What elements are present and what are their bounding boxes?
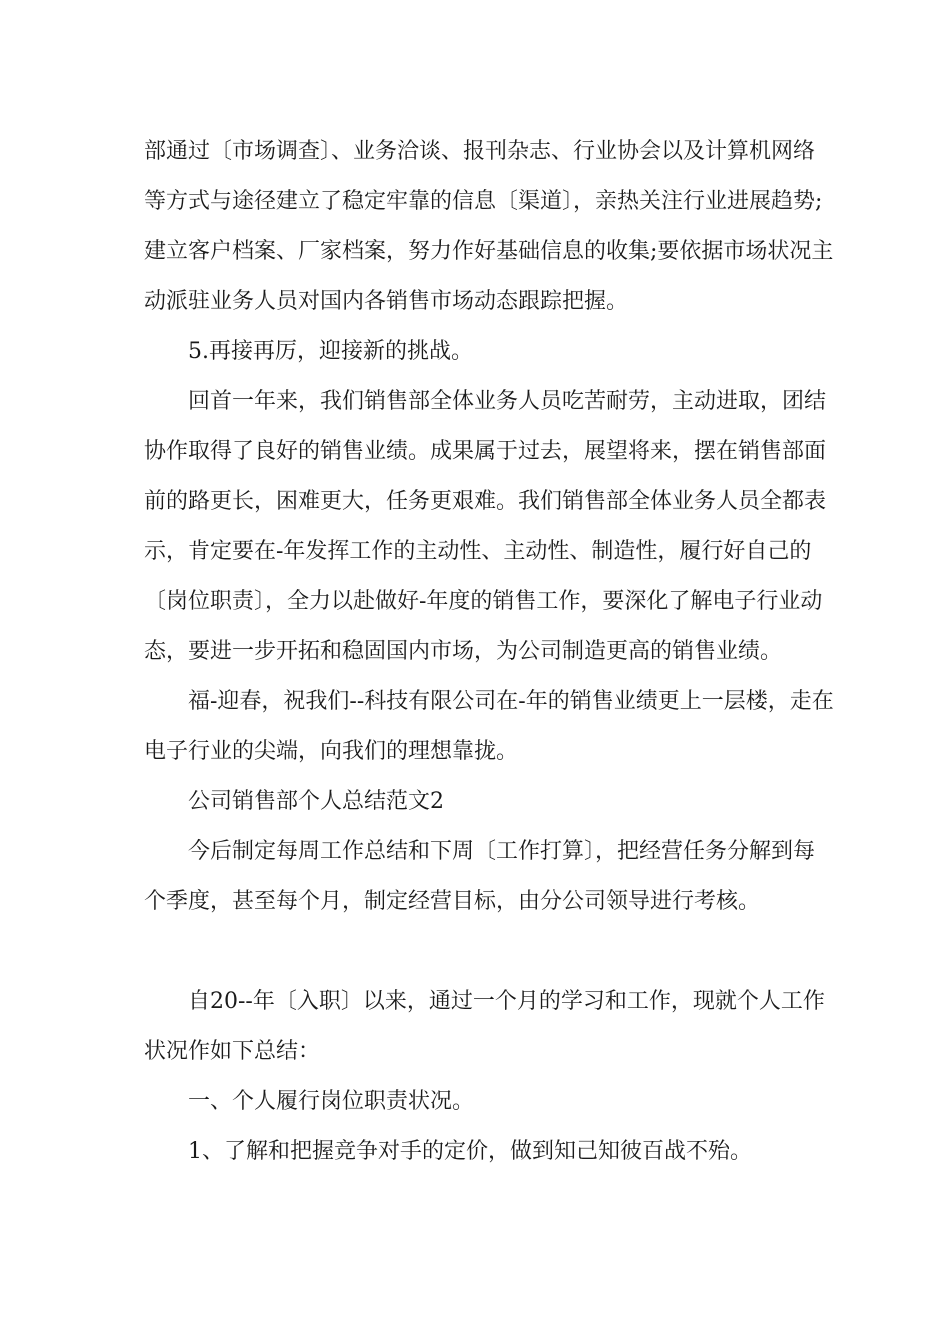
section-title-sample-2: 公司销售部个人总结范文2 — [188, 789, 444, 814]
document-body — [144, 127, 834, 1177]
paragraph-info-channels: 部通过〔市场调查〕、业务洽谈、报刊杂志、行业协会以及计算机网络等方式与途径建立了稳定牢靠的信息〔渠道〕，亲热关注行业进展趋势;建立客户档案、厂家档案，努力作好基础信息的收集;要依据市场状况主动派驻业务人员对国内各销售市场动态跟踪把握。 — [144, 139, 834, 314]
paragraph-since-joining: 自20--年〔入职〕以来，通过一个月的学习和工作，现就个人工作状况作如下总结： — [144, 989, 825, 1064]
paragraph-blessing: 福-迎春，祝我们--科技有限公司在-年的销售业绩更上一层楼，走在电子行业的尖端，向我们的理想靠拢。 — [144, 689, 834, 764]
blank-line — [144, 927, 834, 977]
paragraph-review: 回首一年来，我们销售部全体业务人员吃苦耐劳，主动进取，团结协作取得了良好的销售业绩。成果属于过去，展望将来，摆在销售部面前的路更长，困难更大，任务更艰难。我们销售部全体业务人员全都表示，肯定要在-年发挥工作的主动性、主动性、制造性，履行好自己的〔岗位职责〕，全力以赴做好-年度的销售工作，要深化了解电子行业动态，要进一步开拓和稳固国内市场，为公司制造更高的销售业绩。 — [144, 389, 827, 664]
paragraph-item-5-heading: 5.再接再厉，迎接新的挑战。 — [188, 339, 473, 364]
paragraph-item-1: 1、了解和把握竞争对手的定价，做到知己知彼百战不殆。 — [188, 1139, 752, 1164]
paragraph-weekly-plan: 今后制定每周工作总结和下周〔工作打算〕，把经营任务分解到每个季度，甚至每个月，制定经营目标，由分公司领导进行考核。 — [144, 839, 816, 914]
heading-duties-status: 一、个人履行岗位职责状况。 — [188, 1089, 475, 1114]
